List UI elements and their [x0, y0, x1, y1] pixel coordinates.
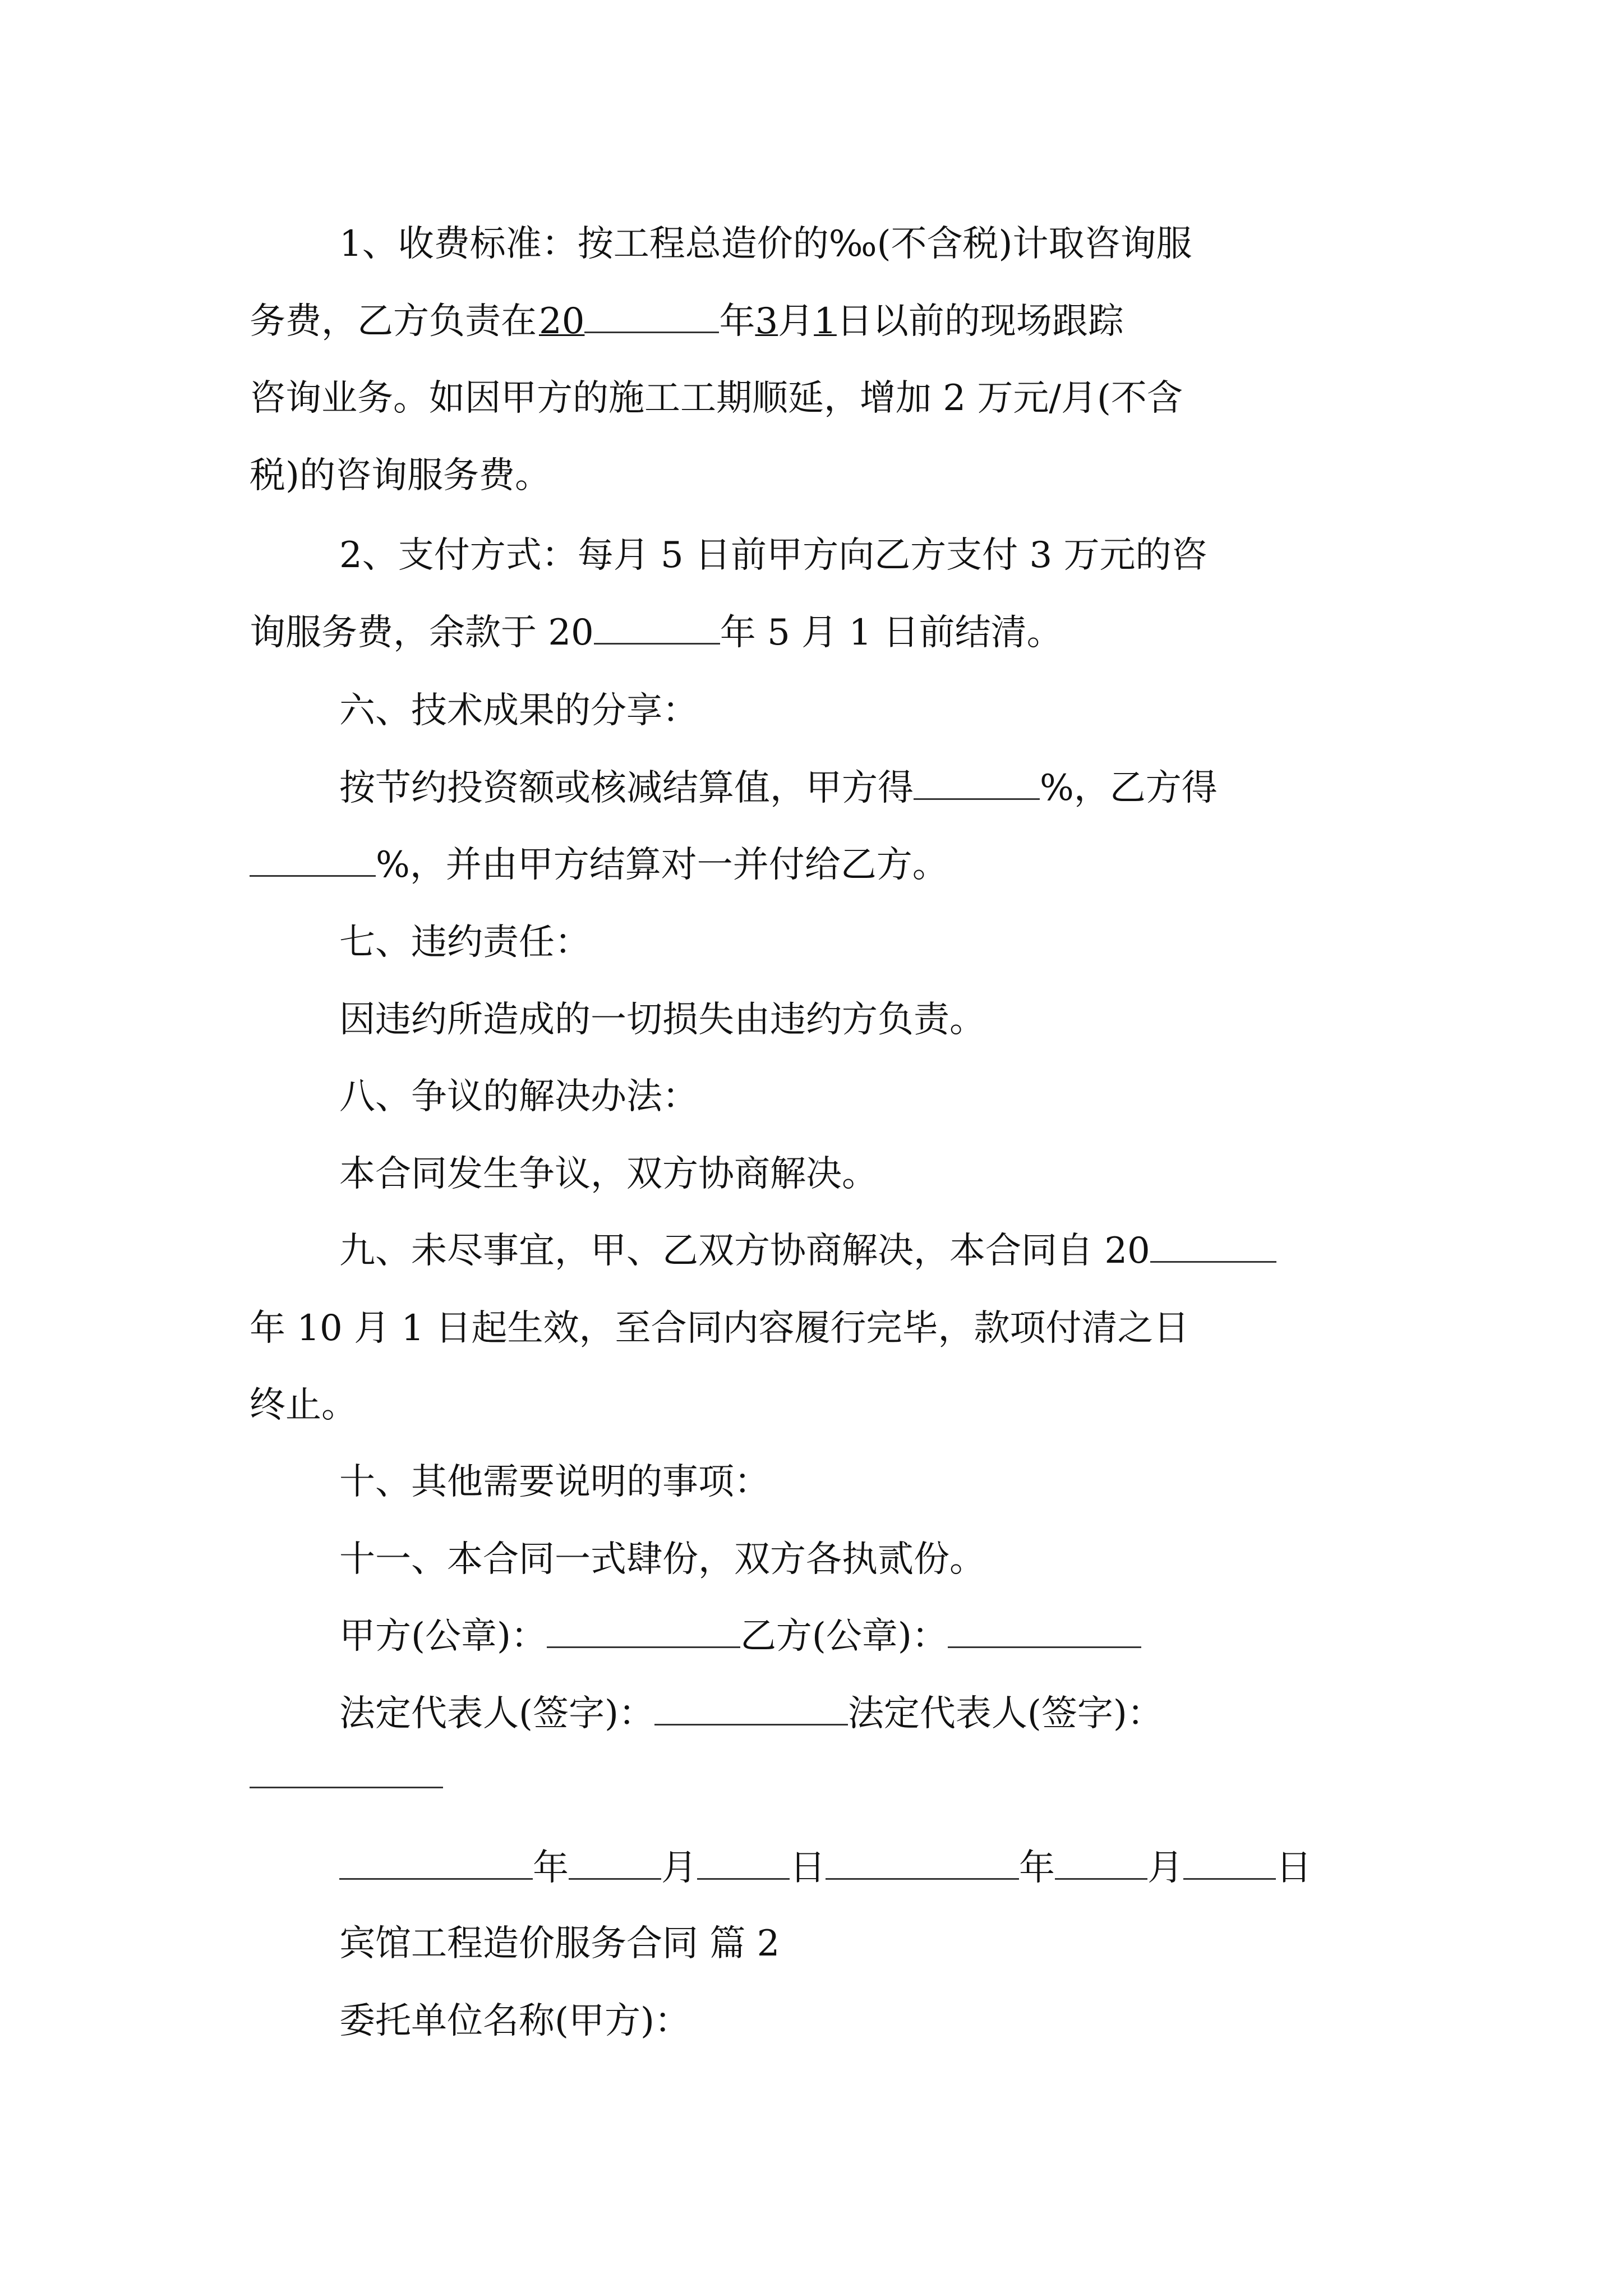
section-9-line-2	[250, 1303, 1394, 1354]
blank-year	[584, 297, 719, 333]
section-7-title	[339, 917, 1394, 968]
text: 询服务费，余款于 20	[250, 612, 594, 654]
clause-1-line-1	[339, 219, 1394, 269]
heading: 七、违约责任：	[339, 922, 591, 963]
year-label: 年	[533, 1847, 569, 1889]
signature-seal-line	[339, 1611, 1394, 1662]
month-value: 3	[755, 301, 778, 342]
date-b-year-blank	[826, 1843, 1019, 1880]
clause-1-line-2	[250, 296, 1394, 347]
clause-1-line-3	[250, 373, 1394, 424]
text: 咨询业务。如因甲方的施工工期顺延，增加 2 万元/月(不含	[250, 378, 1183, 419]
rep-a-label: 法定代表人(签字)：	[339, 1693, 654, 1734]
rep-b-label: 法定代表人(签字)：	[847, 1693, 1163, 1734]
signature-rep-line	[339, 1688, 1394, 1739]
text: 十一、本合同一式肆份，双方各执贰份。	[339, 1539, 985, 1580]
blank-year	[594, 608, 720, 645]
text: 年 5 月 1 日前结清。	[720, 612, 1063, 654]
text: 委托单位名称(甲方)：	[339, 2000, 690, 2042]
text: 年	[719, 301, 755, 342]
date-line	[339, 1843, 1394, 1893]
date-b-month-blank	[1055, 1843, 1147, 1880]
section-8-title	[339, 1071, 1394, 1122]
section-9-line-1	[339, 1226, 1394, 1276]
text: 2、支付方式：每月 5 日前甲方向乙方支付 3 万元的咨	[339, 535, 1207, 576]
text: 1、收费标准：按工程总造价的‰(不含税)计取咨询服	[339, 223, 1192, 265]
year-prefix: 20	[539, 301, 585, 342]
text: 日以前的现场跟踪	[836, 301, 1124, 342]
heading: 十、其他需要说明的事项：	[339, 1461, 770, 1503]
heading: 八、争议的解决办法：	[339, 1076, 698, 1117]
text: 年 10 月 1 日起生效，至合同内容履行完毕，款项付清之日	[250, 1308, 1189, 1349]
section-6-title	[339, 685, 1394, 736]
blank-percent-a	[914, 763, 1040, 800]
clause-2-line-2	[250, 608, 1394, 658]
clause-1-line-4	[250, 450, 1394, 501]
heading: 六、技术成果的分享：	[339, 690, 698, 731]
day-label: 日	[1276, 1847, 1312, 1889]
year-label: 年	[1019, 1847, 1055, 1889]
text: 本合同发生争议，双方协商解决。	[339, 1153, 878, 1195]
date-a-year-blank	[339, 1843, 533, 1880]
heading: 宾馆工程造价服务合同 篇 2	[339, 1923, 780, 1964]
text: 九、未尽事宜，甲、乙双方协商解决，本合同自 20	[339, 1230, 1150, 1272]
party-a-seal-label: 甲方(公章)：	[339, 1616, 547, 1657]
text: 按节约投资额或核减结算值，甲方得	[339, 767, 914, 809]
party-a-seal-blank	[547, 1612, 740, 1648]
blank-year	[1150, 1226, 1276, 1263]
clause-2-line-1	[339, 530, 1394, 581]
section-6-line-1	[339, 763, 1394, 813]
rep-b-blank	[250, 1787, 443, 1788]
day-label: 日	[790, 1847, 826, 1889]
section-10	[339, 1457, 1394, 1507]
blank-percent-b	[250, 840, 376, 877]
next-contract-title	[339, 1918, 1394, 1969]
text: 因违约所造成的一切损失由违约方负责。	[339, 999, 985, 1041]
text: 税)的咨询服务费。	[250, 455, 551, 496]
date-b-day-blank	[1183, 1843, 1276, 1880]
client-name-line	[339, 1996, 1394, 2046]
month-label: 月	[1147, 1847, 1183, 1889]
section-11	[339, 1534, 1394, 1585]
section-6-line-2	[250, 840, 1394, 890]
date-a-day-blank	[697, 1843, 790, 1880]
section-8-body	[339, 1149, 1394, 1199]
party-b-seal-label: 乙方(公章)：	[740, 1616, 948, 1657]
text: 务费，乙方负责在	[250, 301, 537, 342]
section-7-body	[339, 995, 1394, 1045]
text: 终止。	[250, 1384, 357, 1426]
rep-a-blank	[654, 1689, 848, 1726]
month-label: 月	[661, 1847, 697, 1889]
text: 月	[778, 301, 814, 342]
text: %，并由甲方结算对一并付给乙方。	[376, 844, 948, 886]
section-9-line-3	[250, 1380, 1394, 1430]
party-b-seal-blank	[948, 1612, 1141, 1648]
day-value: 1	[814, 301, 837, 342]
date-a-month-blank	[569, 1843, 661, 1880]
text: %，乙方得	[1040, 767, 1218, 809]
